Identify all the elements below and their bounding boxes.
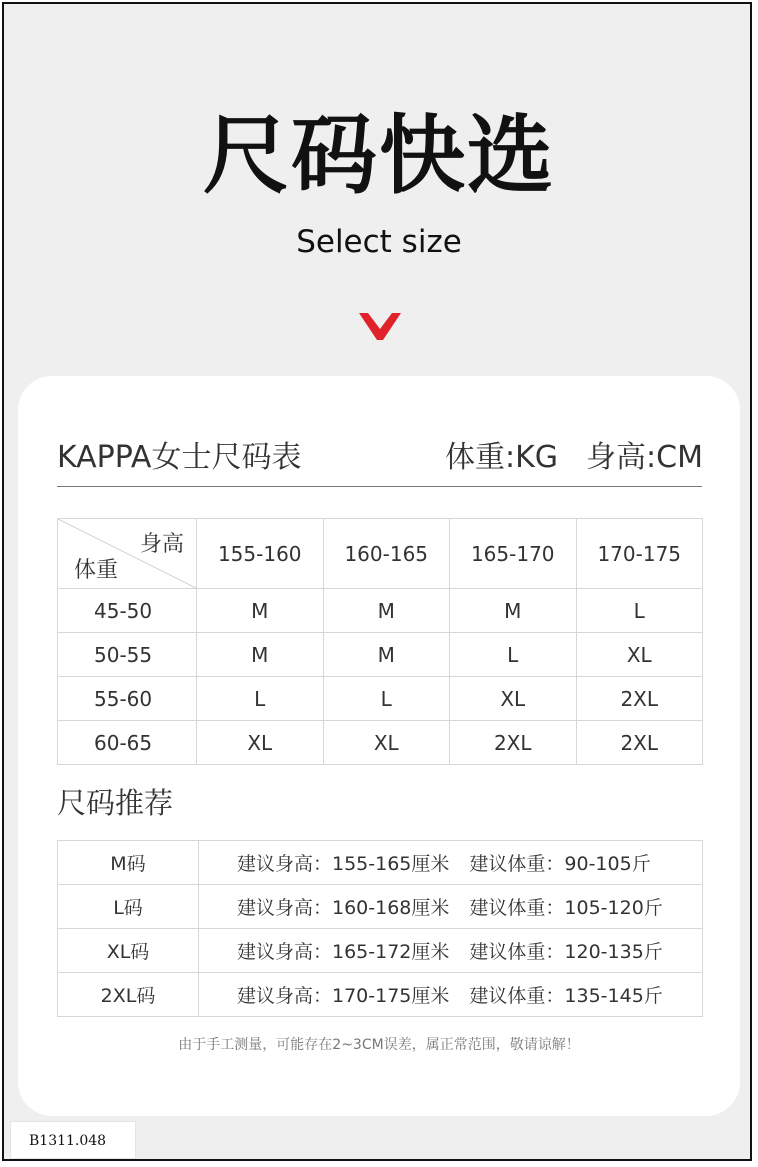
table-row xyxy=(58,677,703,721)
recommend-desc xyxy=(199,841,703,885)
recommend-desc xyxy=(199,929,703,973)
size-label: 2XL码 xyxy=(58,973,199,1017)
table-row xyxy=(58,721,703,765)
unit-weight: 体重:KG xyxy=(445,440,559,475)
divider xyxy=(57,486,702,487)
table-row xyxy=(58,885,703,929)
column-header: 155-160 xyxy=(197,519,324,589)
size-label: XL码 xyxy=(58,929,199,973)
size-label: M码 xyxy=(58,841,199,885)
size-cell: XL xyxy=(450,677,577,721)
size-cell: XL xyxy=(197,721,324,765)
size-cell: L xyxy=(323,677,450,721)
height-advice: 建议身高：160-168厘米 xyxy=(237,897,450,919)
size-cell: M xyxy=(323,589,450,633)
size-cell: 2XL xyxy=(576,721,703,765)
weight-cell: 55-60 xyxy=(58,677,197,721)
height-advice: 建议身高：155-165厘米 xyxy=(237,853,450,875)
table-row xyxy=(58,841,703,885)
size-cell: 2XL xyxy=(450,721,577,765)
weight-cell: 45-50 xyxy=(58,589,197,633)
column-header: 165-170 xyxy=(450,519,577,589)
height-advice: 建议身高：170-175厘米 xyxy=(237,985,450,1007)
recommend-desc xyxy=(199,973,703,1017)
weight-advice: 建议体重：135-145斤 xyxy=(469,985,663,1007)
size-cell: L xyxy=(197,677,324,721)
size-cell: M xyxy=(323,633,450,677)
table-header-row xyxy=(58,519,703,589)
recommend-desc xyxy=(199,885,703,929)
recommend-title: 尺码推荐 xyxy=(57,786,174,820)
table-row xyxy=(58,589,703,633)
table-corner-cell xyxy=(58,519,197,589)
column-header: 170-175 xyxy=(576,519,703,589)
weight-cell: 60-65 xyxy=(58,721,197,765)
recommend-table xyxy=(57,840,703,1017)
chevron-down-icon xyxy=(359,311,401,341)
page-title: 尺码快选 xyxy=(203,106,555,206)
weight-advice: 建议体重：90-105斤 xyxy=(469,853,651,875)
size-cell: L xyxy=(576,589,703,633)
table-row xyxy=(58,973,703,1017)
product-code: B1311.048 xyxy=(10,1121,136,1159)
size-chart-title: KAPPA女士尺码表 xyxy=(57,440,302,475)
weight-advice: 建议体重：120-135斤 xyxy=(469,941,663,963)
measurement-note: 由于手工测量，可能存在2~3CM误差，属正常范围，敬请谅解！ xyxy=(178,1037,580,1053)
size-chart-units xyxy=(445,438,703,478)
weight-cell: 50-55 xyxy=(58,633,197,677)
table-row xyxy=(58,633,703,677)
size-cell: M xyxy=(197,589,324,633)
column-header: 160-165 xyxy=(323,519,450,589)
size-cell: M xyxy=(450,589,577,633)
size-cell: L xyxy=(450,633,577,677)
corner-label-weight: 体重 xyxy=(74,558,119,583)
page-subtitle: Select size xyxy=(296,224,462,260)
weight-advice: 建议体重：105-120斤 xyxy=(469,897,663,919)
size-cell: 2XL xyxy=(576,677,703,721)
size-chart-table xyxy=(57,518,703,765)
height-advice: 建议身高：165-172厘米 xyxy=(237,941,450,963)
unit-height: 身高:CM xyxy=(586,440,703,475)
corner-label-height: 身高 xyxy=(139,532,184,557)
size-label: L码 xyxy=(58,885,199,929)
size-cell: XL xyxy=(323,721,450,765)
table-row xyxy=(58,929,703,973)
size-cell: XL xyxy=(576,633,703,677)
size-cell: M xyxy=(197,633,324,677)
